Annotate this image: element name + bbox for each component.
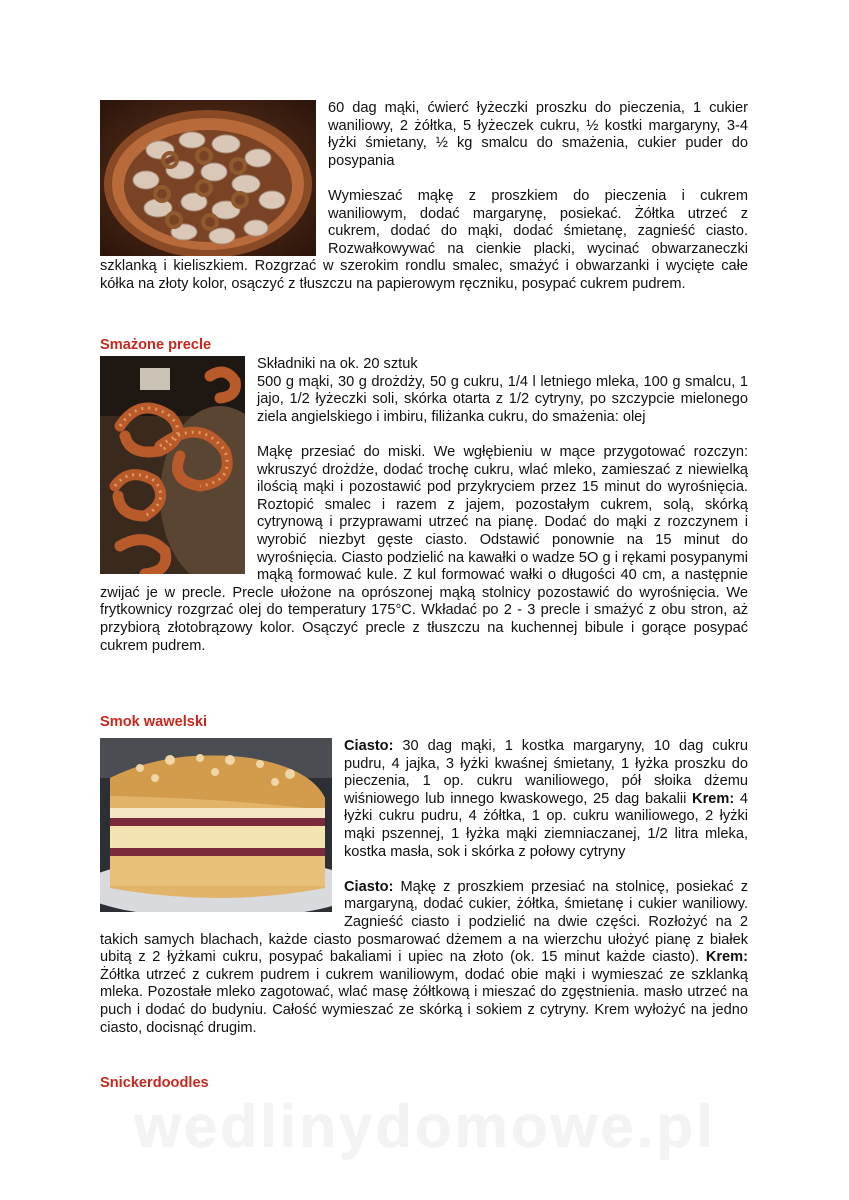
krem-ingredients: 4 łyżki cukru pudru, 4 żółtka, 1 op. cukru waniliowego, 2 łyżki mąki pszennej, 1 łyżka mąki ziemniaczanej, 1/2 litra mleka, kostka masła, sok i skórka z połowy cytryny bbox=[344, 790, 748, 860]
method-ciasto: Mąkę z proszkiem przesiać na stolnicę, posiekać z margaryną, dodać cukier, żółtka, śmietanę i cukier waniliowy. Zagnieść ciasto i podzielić na dwie części. Rozłożyć na 2 takich samych blachach, każde ciasto posmarować dżemem a na wierzchu ułożyć pianę z białek ubitą z 2 łyżkami cukru, posypać bakaliami i upiec na złoto (ok. 15 minut każde ciasto). bbox=[100, 878, 748, 966]
precle-ingredients: 500 g mąki, 30 g drożdży, 50 g cukru, 1/4 l letniego mleka, 100 g smalcu, 1 jajo, 1/2 łyżeczki soli, skórka otarta z 1/2 cytryny, po szczypcie mielonego ziela angielskiego i imbiru, filiżanka cukru, do smażenia: olej bbox=[257, 373, 748, 425]
ciasto-label: Ciasto: bbox=[344, 738, 394, 754]
recipe-obwarzanki bbox=[100, 100, 748, 294]
recipe-title-snickerdoodles: Snickerdoodles bbox=[100, 1075, 209, 1091]
method-krem-label: Krem: bbox=[705, 949, 748, 966]
method-krem: Żółtka utrzeć z cukrem pudrem i cukrem waniliowym, dodać obie mąki i wymieszać ze szklanką mleka. Pozostałe mleko zagotować, wlać masę żółtkową i mieszać do zgęstnienia. masło utrzeć na puch i dodać do budyniu. Całość wymieszać ze skórką i sokiem z cytryny. Krem wyłożyć na jedno ciasto, docisnąć drugim. bbox=[100, 966, 748, 1036]
recipe-smok-wawelski bbox=[100, 738, 748, 1037]
smok-wawelski-photo bbox=[100, 738, 332, 912]
precle-yield: Składniki na ok. 20 sztuk bbox=[257, 356, 418, 372]
watermark: wedlinydomowe.pl bbox=[134, 1093, 716, 1160]
method-ciasto-label: Ciasto: bbox=[344, 878, 394, 895]
ciasto-ingredients: 30 dag mąki, 1 kostka margaryny, 10 dag cukru pudru, 4 jajka, 3 łyżki kwaśnej śmietany, 1 łyżka proszku do pieczenia, 1 op. cukru waniliowego, pół słoika dżemu wiśniowego lub innego kwaskowego, 25 dag bakalii bbox=[344, 738, 748, 807]
precle-method: Mąkę przesiać do miski. We wgłębieniu w mące przygotować rozczyn: wkruszyć drożdże, dodać trochę cukru, wlać mleko, zamieszać z niewielką ilością mąki i pozostawić pod przykryciem przez 15 minut do wyrośnięcia. Roztopić smalec i razem z jajem, pozostałym cukrem, solą, skórką cytrynową i przyprawami utrzeć na pianę. Dodać do mąki z rozczynem i wyrobić niezbyt gęste ciasto. Odstawić ponownie na 15 minut do wyrośnięcia. Ciasto podzielić na kawałki o wadze 5O g i rękami posypanymi mąką formować kule. Z kul formować wałki o długości 40 cm, a następnie zwijać je w precle. Precle ułożone na oprószonej mąką stolnicy pozostawić do wyrośnięcia. We frytkownicy rozgrzać olej do temperatury 175°C. Wkładać po 2 - 3 precle i smażyć z obu stron, aż przybiorą złotobrązowy kolor. Osączyć precle z tłuszczu na kuchennej bibule i gorące posypać cukrem pudrem. bbox=[100, 443, 748, 654]
obwarzanki-method: Wymieszać mąkę z proszkiem do pieczenia i cukrem waniliowym, dodać margarynę, posiekać. Żółtka utrzeć z cukrem, dodać do mąki, dodać śmietanę, zagnieść ciasto. Rozwałkowywać na cienkie placki, wycinać obwarzaneczki szklanką i kieliszkiem. Rozgrzać w szerokim rondlu smalec, smażyć i obwarzanki i wycięte całe kółka na złoty kolor, osączyć z tłuszczu na papierowym ręczniku, posypać cukrem pudrem. bbox=[100, 187, 748, 292]
recipe-smazone-precle bbox=[100, 356, 748, 655]
obwarzanki-ingredients: 60 dag mąki, ćwierć łyżeczki proszku do pieczenia, 1 cukier waniliowy, 2 żółtka, 5 łyżeczek cukru, ½ kostki margaryny, 3-4 łyżki śmietany, ½ kg smalcu do smażenia, cukier puder do posypania bbox=[328, 100, 748, 169]
recipe-title-smok-wawelski: Smok wawelski bbox=[100, 714, 208, 730]
recipe-title-smazone-precle: Smażone precle bbox=[100, 337, 212, 353]
krem-label: Krem: bbox=[692, 790, 735, 807]
precle-photo bbox=[100, 356, 245, 574]
obwarzanki-photo bbox=[100, 100, 316, 256]
